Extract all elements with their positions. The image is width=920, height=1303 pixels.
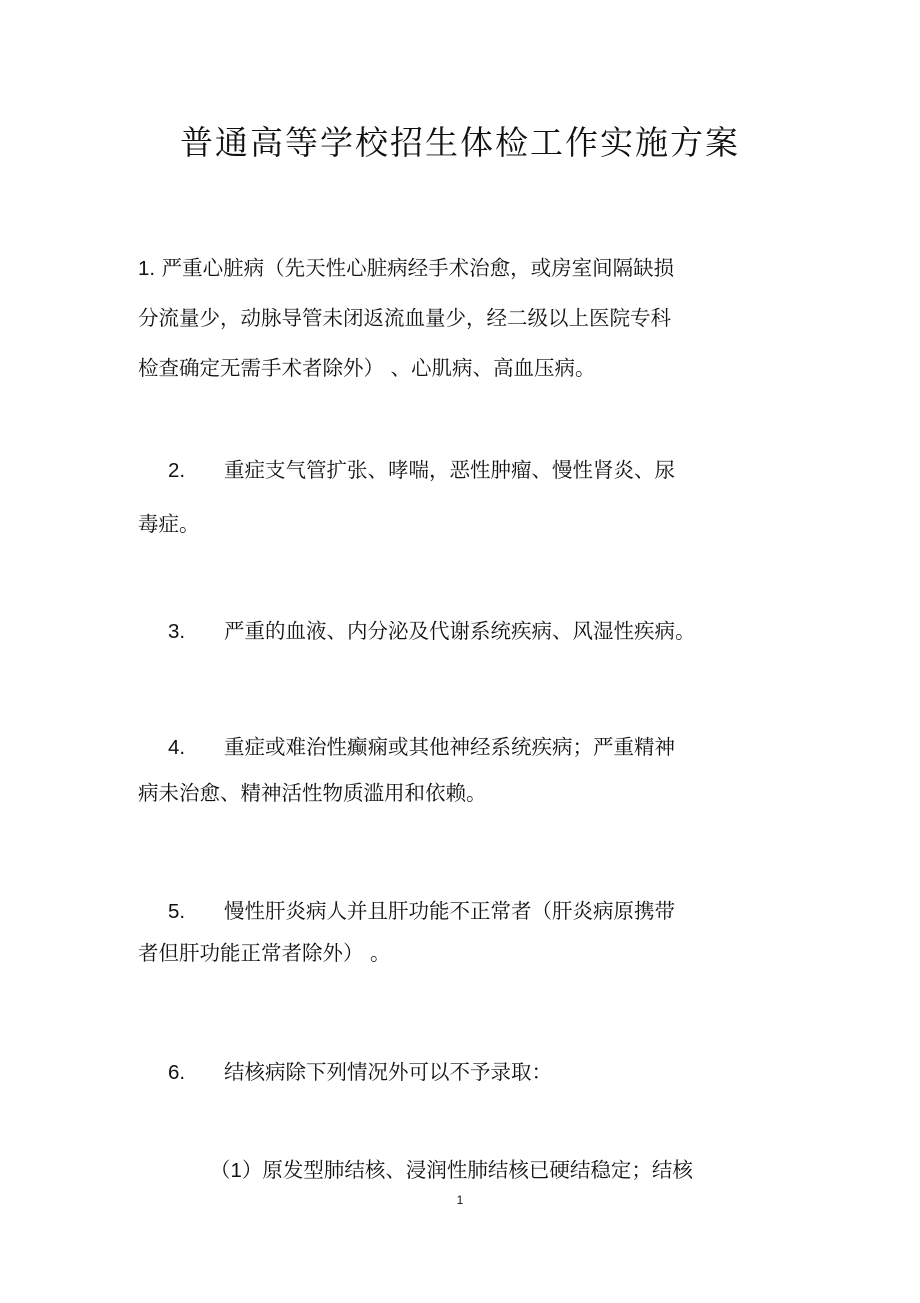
item-3-line-1 — [138, 606, 728, 656]
list-item-3 — [138, 606, 728, 656]
item-3-number: 3. — [168, 620, 186, 643]
sub-item-1-line-1 — [210, 1145, 730, 1195]
item-5-text-1: 慢性肝炎病人并且肝功能不正常者（肝炎病原携带 — [224, 899, 675, 923]
list-item-2 — [138, 443, 728, 551]
document-title: 普通高等学校招生体检工作实施方案 — [180, 123, 740, 162]
item-3-text-1: 严重的血液、内分泌及代谢系统疾病、风湿性疾病。 — [224, 619, 696, 643]
item-2-text-1: 重症支气管扩张、哮喘，恶性肿瘤、慢性肾炎、尿 — [224, 458, 675, 482]
list-item-6 — [138, 1047, 728, 1097]
item-6-number: 6. — [168, 1061, 186, 1084]
item-2-line-2: 毒症。 — [138, 512, 200, 536]
item-5-line-2: 者但肝功能正常者除外） 。 — [138, 941, 391, 965]
item-4-text-1: 重症或难治性癫痫或其他神经系统疾病；严重精神 — [224, 735, 675, 759]
sub-item-1-text-1: 原发型肺结核、浸润性肺结核已硬结稳定；结核 — [262, 1158, 693, 1182]
item-1-line-2: 分流量少，动脉导管未闭返流血量少，经二级以上医院专科 — [138, 306, 671, 330]
item-5-number: 5. — [168, 900, 186, 923]
item-6-text-1: 结核病除下列情况外可以不予录取： — [224, 1060, 552, 1084]
item-1-line-1 — [138, 243, 728, 293]
sub-item-1-number: （1） — [210, 1159, 263, 1182]
item-1-number: 1. — [138, 257, 156, 280]
item-1-text-1: 严重心脏病（先天性心脏病经手术治愈，或房室间隔缺损 — [161, 256, 675, 280]
item-6-line-1 — [138, 1047, 728, 1097]
list-item-1 — [138, 243, 728, 393]
item-1-line-3: 检查确定无需手术者除外） 、心肌病、高血压病。 — [138, 356, 596, 380]
item-5-line-1 — [138, 890, 728, 932]
item-4-line-2: 病未治愈、精神活性物质滥用和依赖。 — [138, 781, 487, 805]
item-2-number: 2. — [168, 459, 186, 482]
sub-item-1 — [210, 1145, 730, 1195]
list-item-5 — [138, 890, 728, 974]
item-4-number: 4. — [168, 736, 186, 759]
page-number: 1 — [456, 1193, 464, 1207]
list-item-4 — [138, 724, 728, 816]
item-2-line-1 — [138, 443, 728, 497]
item-4-line-1 — [138, 724, 728, 770]
